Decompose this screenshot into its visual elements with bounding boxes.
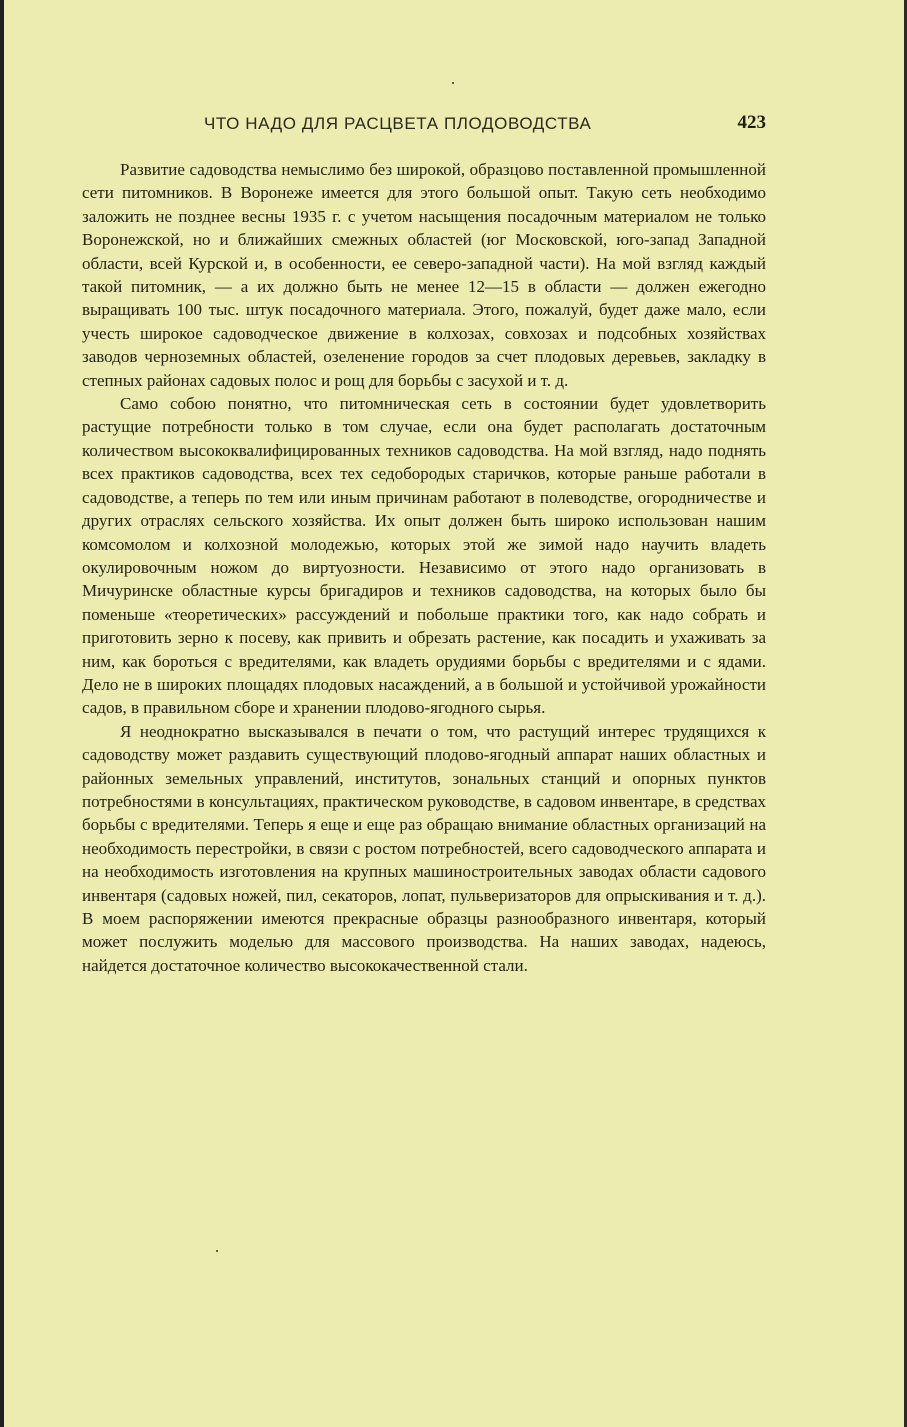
page-number: 423	[737, 112, 766, 133]
scan-left-edge	[0, 0, 4, 1427]
paragraph-2: Само собою понятно, что питомническая сеть в состоянии будет удовлетворить растущие потребности только в том случае, если она будет располагать достаточным количеством высококвалифицированных техников садоводства. На мой взгляд, надо поднять всех практиков садоводства, всех тех седобородых старичков, которые раньше работали в садоводстве, а теперь по тем или иным причинам работают в полеводстве, огородничестве и других отраслях сельского хозяйства. Их опыт должен быть широко использован нашим комсомолом и колхозной молодежью, которых этой же зимой надо научить владеть окулировочным ножом до виртуозности. Независимо от этого надо организовать в Мичуринске областные курсы бригадиров и техников садоводства, на которых было бы поменьше «теоретических» рассуждений и побольше практики того, как надо собрать и приготовить зерно к посеву, как привить и обрезать растение, как посадить и ухаживать за ним, как бороться с вредителями, как владеть орудиями борьбы с вредителями и с ядами. Дело не в широких площадях плодовых насаждений, а в большой и устойчивой урожайности садов, в правильном сборе и хранении плодово-ягодного сырья.	[82, 394, 766, 718]
scan-speck	[452, 82, 454, 84]
body-text	[82, 158, 766, 977]
running-head	[82, 114, 766, 138]
paragraph-3: Я неоднократно высказывался в печати о том, что растущий интерес трудящихся к садоводству может раздавить существующий плодово-ягодный аппарат наших областных и районных земельных управлений, институтов, зональных станций и опорных пунктов потребностями в консультациях, практическом руководстве, в садовом инвентаре, в средствах борьбы с вредителями. Теперь я еще и еще раз обращаю внимание областных организаций на необходимость перестройки, в связи с ростом потребностей, всего садоводческого аппарата и на необходимость изготовления на крупных машиностроительных заводах области садового инвентаря (садовых ножей, пил, секаторов, лопат, пульверизаторов для опрыскивания и т. д.). В моем распоряжении имеются прекрасные образцы разнообразного инвентаря, который может послужить моделью для массового производства. На наших заводах, надеюсь, найдется достаточное количество высококачественной стали.	[82, 721, 766, 975]
scan-speck	[216, 1250, 218, 1252]
running-head-title: ЧТО НАДО ДЛЯ РАСЦВЕТА ПЛОДОВОДСТВА	[204, 114, 592, 133]
paragraph-1: Развитие садоводства немыслимо без широкой, образцово поставленной промышленной сети питомников. В Воронеже имеется для этого большой опыт. Такую сеть необходимо заложить не позднее весны 1935 г. с учетом насыщения посадочным материалом не только Воронежской, но и ближайших смежных областей (юг Московской, юго-запад Западной области, всей Курской и, в особенности, ее северо-западной части). На мой взгляд каждый такой питомник, — а их должно быть не менее 12—15 в области — должен ежегодно выращивать 100 тыс. штук посадочного материала. Этого, пожалуй, будет даже мало, если учесть широкое садоводческое движение в колхозах, совхозах и подсобных хозяйствах заводов черноземных областей, озеленение городов за счет плодовых деревьев, закладку в степных районах садовых полос и рощ для борьбы с засухой и т. д.	[82, 160, 766, 390]
